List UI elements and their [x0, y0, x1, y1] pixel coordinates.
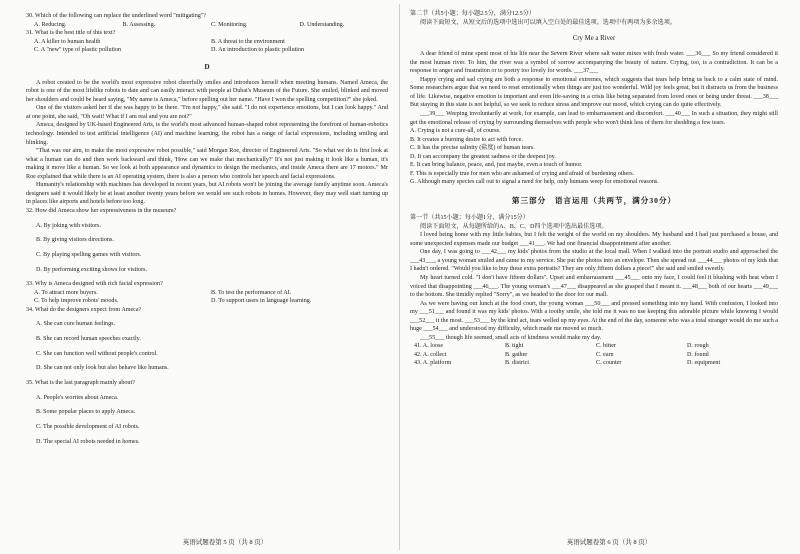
passage-title: Cry Me a River — [572, 34, 616, 42]
passage-paragraph: Happy crying and sad crying are both a response to emotional extremes, which suggests that tears help bring us back to a calm state of mind. Some researchers argue that we need to reset emotionally when things are just too wonderful. Wild joy feels great, but it distracts us from the business of life. Likewise, negative emotion is important and even life-saving in a crisis like being separated from loved ones or being under threat. ___38___ But staying in this state is not helpful, so we seek to reduce stress and improve our mood, which crying can do quite effectively. — [410, 76, 778, 109]
option: B. Some popular places to apply Ameca. — [36, 409, 136, 416]
option: B. It creates a burning desire to act with force. — [410, 136, 523, 143]
word-choices — [410, 342, 778, 368]
question-stem: 32. How did Ameca show her expressiveness in the museum? — [26, 207, 177, 214]
option: A. She can cure human feelings. — [36, 321, 116, 328]
answer-options — [410, 127, 778, 187]
option: E. It can bring balance, peace, and, just maybe, even a touch of humor. — [410, 162, 583, 169]
passage-paragraph: "That was our aim, to make the most expressive robot possible," said Morgan Roe, director of Engineered Arts. "So what we do is first look at what a human can do and then work backward and think, 'How can we make that mechanically?' It's not just making it look like a human, it's making it move like a human. So we look at both appearance and dynamics to design the mechanics, and inside Ameca there are 17 motors." Mr Roe explained that while there is an AI operating system, there is also a person who controls her speech and facial expressions. — [26, 148, 388, 180]
options-row — [26, 38, 388, 47]
question-stem: 31. What is the best title of this text? — [26, 30, 116, 37]
option: A. Crying is not a cure-all, of course. — [410, 128, 501, 135]
choice: D. found — [687, 351, 709, 358]
cloze-passage — [410, 231, 778, 342]
option: C. To help improve robots' moods. — [34, 298, 119, 305]
question-stem: 33. Why is Ameca designed with rich facial expression? — [26, 281, 163, 288]
option: C. A "new" type of plastic pollution — [34, 47, 122, 54]
question-stem: 30. Which of the following can replace the underlined word "mitigating"? — [26, 13, 207, 19]
question-35 — [26, 379, 388, 446]
section-heading: 第二节（共5小题；每小题2.5分，满分12.5分） — [410, 11, 535, 17]
option: D. She can not only look but also behave like humans. — [36, 365, 169, 372]
option: D. An introduction to plastic pollution — [211, 47, 305, 54]
question-33 — [26, 280, 388, 306]
passage-paragraph: ___55___ though life seemed, small acts of kindness would make my day. — [420, 334, 602, 341]
passage-paragraph: Humanity's relationship with machines has developed in recent years, but AI robots won't be joining the average family anytime soon. Ameca's designers said it would likely be at least another twenty years before we would see such robots in homes. However, they may well start turning up in places like airports and hotels before too long. — [26, 182, 388, 206]
option: B. By giving visitors directions. — [36, 237, 114, 244]
choice: C. bitter — [596, 343, 616, 350]
option: D. By performing exciting shows for visitors. — [36, 266, 148, 273]
choice: D. equipment — [687, 360, 721, 367]
choice: 41. A. loose — [414, 343, 444, 350]
section-letter: D — [204, 62, 210, 71]
passage-paragraph: One of the visitors asked her if she was happy to be there. "I'm not happy," she said. "I do not experience emotions, but I can look happy." And at one point, she said, "Oh wait! What if I am real and you are not?" — [26, 105, 388, 120]
option: A. People's worries about Ameca. — [36, 394, 119, 401]
page-footer: 英语试题卷第 5 页（共 8 页） — [182, 539, 268, 546]
option: A. Reducing. — [34, 21, 67, 28]
question-32 — [26, 207, 388, 274]
question-31 — [26, 29, 388, 55]
question-stem: 35. What is the last paragraph mainly about? — [26, 379, 135, 386]
option: G. Although many species call out to signal a need for help, only humans weep for emotional reasons. — [410, 179, 659, 186]
passage-paragraph: I loved being home with my little babies, but I felt the weight of the world on my shoulders. My husband and I had just purchased a house, and some unexpected expenses made our budget ___41___. We had one financial disappointment after another. — [410, 232, 778, 247]
option: D. Understanding. — [299, 21, 345, 28]
choice-row — [410, 359, 778, 368]
question-stem: 34. What do the designers expect from Ameca? — [26, 306, 142, 313]
passage-paragraph: ___39___ Weeping involuntarily at work, for example, can lead to embarrassment and discomfort. ___40___ In such a situation, they might still get the emotional release of crying by surrounding themselves with people who won't think less of them for shedding a few tears. — [410, 111, 778, 126]
choice: D. rough — [687, 343, 709, 350]
options-row — [26, 46, 388, 55]
choice: B. tight — [505, 343, 524, 350]
option: C. It has the precise salinity (盐度) of human tears. — [410, 145, 535, 152]
choice: C. earn — [596, 351, 614, 358]
choice-row — [410, 342, 778, 351]
choice: 43. A. platform — [414, 360, 452, 367]
choice-row — [410, 351, 778, 360]
choice: C. counter — [596, 360, 622, 367]
passage-paragraph: Ameca, designed by UK-based Engineered Arts, is the world's most advanced human-shaped robot representing the forefront of human-robotics technology. Intended to test artificial intelligence (AI) and machine learning, the robot has a range of facial expressions, including smiling and blinking. — [26, 122, 388, 146]
choice: B. gather — [505, 351, 528, 358]
section-heading: 第一节（共15小题；每小题1分，满分15分） — [410, 215, 529, 222]
passage-paragraph: As we were having our lunch at the food court, the young woman ___50___ and pressed something into my hand. With confusion, I looked into my ___51___ and found it was my kids' photos. With a toothy smile, she told me it was no use keeping this adorable picture while knowing I would ___52___ it the most. ___53___ by the kind act, tears welled up my eyes. At the end of the day, someone who was a total stranger would do me such a huge ___54___ and understood my difficulty, which made me moved so much. — [410, 300, 778, 333]
option: B. A threat to the environment — [211, 38, 285, 45]
left-page — [0, 0, 398, 554]
option: A. By joking with visitors. — [36, 222, 102, 229]
options-row — [26, 21, 388, 30]
options-row — [26, 289, 388, 298]
part-heading: 第三部分 语言运用（共两节，满分30分） — [511, 195, 677, 205]
passage-paragraph: One day, I was going to ___42___ my kids' photos from the studio at the local mall. When I walked into the portrait studio and approached the ___43___, a young woman smiled and came to my service. She put the photos into an envelope. Then she spread out ___44___ photos of my kids that I hadn't ordered. "Would you like to buy these extra portraits? They are only fifteen dollars a piece!" she said and smiled sweetly. — [410, 249, 778, 273]
section-instruction: 阅读下面短文，从每题所给的A、B、C、D四个选项中选出最佳选项。 — [420, 223, 608, 230]
option: F. This is especially true for men who are ashamed of crying and afraid of burdening others. — [410, 170, 635, 177]
passage-d — [26, 79, 388, 207]
option: D. It can accompany the greatest sadness or the deepest joy. — [410, 153, 556, 160]
right-page — [402, 0, 800, 554]
passage-paragraph: A dear friend of mine spent most of his life near the Severn River where salt water mixes with fresh water. ___36___ So my friend considered it the most human river. To him, the river was a symbol of sorrow accompanying the beauty of nature. Crying, too, is a contradiction. It can be a response to anger and frustration or to poetry too lovely for words. ___37___ — [410, 51, 778, 75]
page-divider — [399, 4, 400, 550]
option: B. To test the performance of AI. — [211, 289, 292, 296]
option: A. To attract more buyers. — [34, 289, 98, 296]
option: C. By playing spelling games with visitors. — [36, 251, 142, 258]
option: B. She can record human speeches exactly. — [36, 336, 141, 343]
option: D. The special AI robots needed in homes. — [36, 438, 140, 445]
seven-choose-five-passage — [410, 50, 778, 127]
option: C. Monitoring. — [211, 21, 248, 28]
page-footer: 英语试题卷第 6 页（共 8 页） — [566, 539, 652, 546]
option: C. The possible development of AI robots. — [36, 423, 140, 430]
passage-paragraph: My heart turned cold. "I don't have fifteen dollars". Upset and embarrassment ___45___ onto my face, I could feel it blushing with heat when I voiced that disappointing ___46___. The young woman's ___47___ disappeared as she grasped that I meant it. ___48___ both of our hearts ___49___ to the bottom. She timidly replied "Sorry", as we headed to the door for our mall. — [410, 274, 778, 299]
option: B. Assessing. — [122, 21, 156, 28]
passage-paragraph: A robot created to be the world's most expressive robot cheerfully smiles and introduces herself when meeting humans. Named Ameca, the robot is one of the most lifelike robots to date and can easily interact with people at Dubai's Museum of the Future. She smiled, blinked and moved her shoulders and could be heard saying, "My name is Ameca," before spelling out her name. "Have I won the spelling competition?" she joked. — [26, 79, 388, 103]
option: C. She can function well without people's control. — [36, 350, 158, 357]
section-instruction: 阅读下面短文，从短文后的选项中选出可以填入空白处的最佳选项。选项中有两项为多余选项。 — [420, 19, 676, 26]
choice: B. district — [505, 360, 530, 367]
question-30 — [26, 12, 388, 29]
options-row — [26, 297, 388, 306]
choice: 42. A. collect — [414, 351, 447, 358]
option: A. A killer to human health — [34, 38, 101, 45]
option: D. To support users in language learning. — [211, 298, 312, 305]
question-34 — [26, 306, 388, 373]
